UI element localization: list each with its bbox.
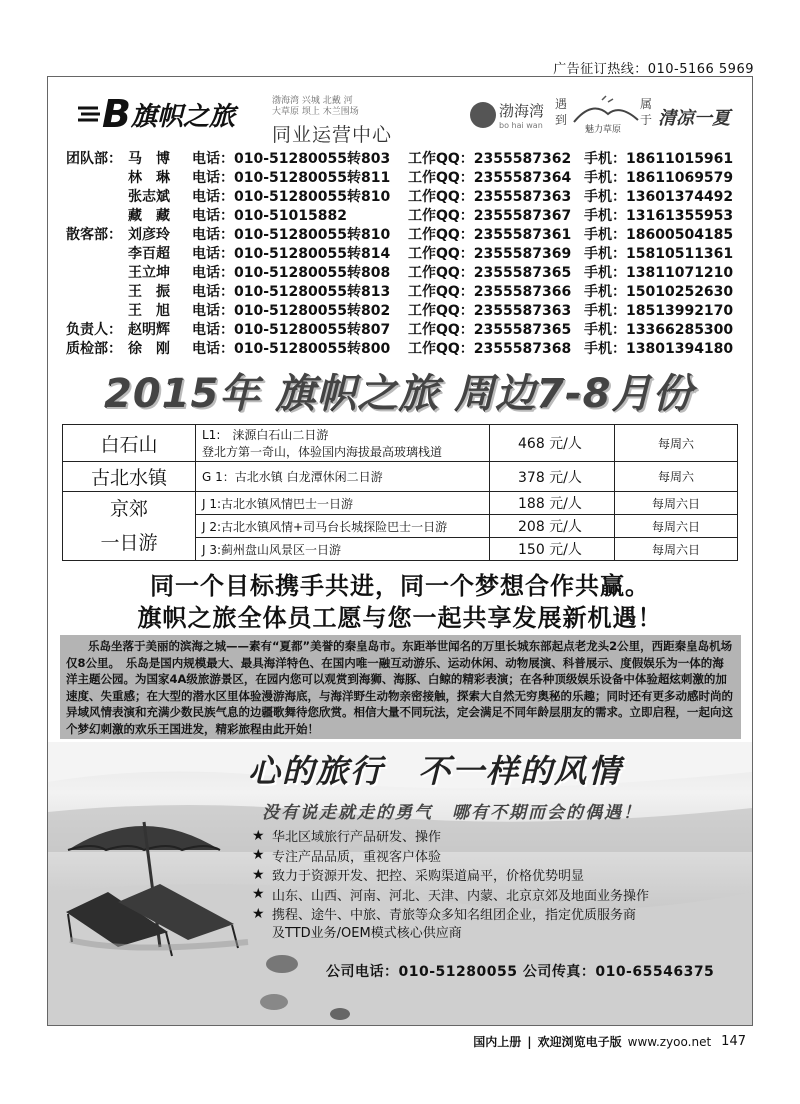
contact-qq: 工作QQ：2355587366	[408, 284, 572, 300]
contact-qq: 工作QQ：2355587364	[408, 170, 572, 186]
route-line: 登北方第一奇山，体验国内海拔最高玻璃栈道	[202, 445, 443, 459]
contact-name: 刘彦玲	[128, 227, 170, 243]
slogan-1: 同一个目标携手共进，同一个梦想合作共赢。	[150, 572, 650, 600]
contact-mobile: 手机：15010252630	[584, 284, 734, 300]
contact-mobile: 手机：13366285300	[584, 322, 734, 338]
region-cell: 白石山	[63, 425, 196, 462]
route-desc: G 1：古北水镇 白龙潭休闲二日游	[196, 462, 490, 492]
company-phones: 公司电话：010-51280055 公司传真：010-65546375	[326, 964, 715, 980]
contact-tel: 电话：010-51280055转807	[192, 322, 391, 338]
contact-qq: 工作QQ：2355587361	[408, 227, 572, 243]
star-icon: ★	[252, 905, 265, 922]
contact-tel: 电话：010-51015882	[192, 208, 347, 224]
tagline: 没有说走就走的勇气 哪有不期而会的偶遇！	[262, 803, 642, 823]
freq-cell: 每周六日	[615, 492, 738, 515]
contact-mobile: 手机：18600504185	[584, 227, 734, 243]
route-desc	[196, 425, 490, 462]
ops-destinations-2: 大草原 坝上 木兰围场	[272, 107, 359, 117]
shuyu-text	[640, 96, 652, 128]
contact-row	[66, 264, 746, 283]
contact-mobile: 手机：13811071210	[584, 265, 734, 281]
contact-row	[66, 207, 746, 226]
contact-row	[66, 302, 746, 321]
contact-name: 马 博	[128, 151, 170, 167]
feature-text: 山东、山西、河南、河北、天津、内蒙、北京京郊及地面业务操作	[272, 888, 650, 904]
bohai-logo	[470, 100, 544, 130]
contact-tel: 电话：010-51280055转802	[192, 303, 391, 319]
contact-name: 张志斌	[128, 189, 170, 205]
slogan-2: 旗帜之旅全体员工愿与您一起共享发展新机遇！	[137, 604, 663, 632]
route-line: L1: 涞源白石山二日游	[202, 428, 329, 442]
contact-tel: 电话：010-51280055转803	[192, 151, 391, 167]
price-cell: 378 元/人	[490, 462, 615, 492]
contact-name: 王 振	[128, 284, 170, 300]
contact-name: 徐 刚	[128, 341, 170, 357]
contact-mobile: 手机：13161355953	[584, 208, 734, 224]
contact-name: 赵明辉	[128, 322, 170, 338]
price-cell: 208 元/人	[490, 515, 615, 538]
contact-mobile: 手机：18611069579	[584, 170, 734, 186]
footer-section: 国内上册	[473, 1035, 522, 1049]
yudao-char-1: 遇	[555, 97, 568, 111]
brand-logo	[78, 92, 235, 136]
price-cell: 150 元/人	[490, 538, 615, 561]
contact-mobile: 手机：15810511361	[584, 246, 734, 262]
ops-destinations-1: 渤海湾 兴城 北戴 河	[272, 96, 353, 106]
contact-qq: 工作QQ：2355587365	[408, 265, 572, 281]
region-line: 一日游	[100, 532, 158, 554]
summer-logo: 清凉一夏	[658, 108, 730, 129]
feature-text: 致力于资源开发、把控、采购渠道扁平，价格优势明显	[272, 869, 585, 885]
brand-name: 旗帜之旅	[130, 101, 235, 132]
list-item	[252, 904, 649, 924]
contact-tel: 电话：010-51280055转814	[192, 246, 391, 262]
list-item	[252, 865, 649, 885]
contact-qq: 工作QQ：2355587367	[408, 208, 572, 224]
page-footer	[473, 1033, 746, 1050]
list-item	[252, 826, 649, 846]
contact-qq: 工作QQ：2355587363	[408, 189, 572, 205]
contact-qq: 工作QQ：2355587363	[408, 303, 572, 319]
region-line: 京郊	[109, 498, 148, 520]
contact-row	[66, 321, 746, 340]
feature-list	[252, 826, 649, 943]
page-title: 2015年 旗帜之旅 周边7-8月份	[104, 371, 694, 417]
yudao-char-2: 到	[555, 113, 568, 127]
freq-cell: 每周六日	[615, 538, 738, 561]
contact-mobile: 手机：13801394180	[584, 341, 734, 357]
star-icon: ★	[252, 827, 265, 844]
meili-text: 魅力草原	[585, 125, 622, 135]
star-icon: ★	[252, 847, 265, 864]
ops-center-title: 同业运营中心	[272, 124, 393, 146]
freq-cell: 每周六	[615, 462, 738, 492]
yudao-text	[555, 96, 567, 128]
freq-cell: 每周六日	[615, 515, 738, 538]
star-icon: ★	[252, 886, 265, 903]
contact-dept: 散客部：	[66, 227, 122, 243]
price-cell: 468 元/人	[490, 425, 615, 462]
route-desc: J 3:蓟州盘山风景区一日游	[196, 538, 490, 561]
contact-tel: 电话：010-51280055转810	[192, 189, 391, 205]
freq-cell: 每周六	[615, 425, 738, 462]
contact-row	[66, 340, 746, 359]
route-table	[62, 424, 738, 561]
contact-tel: 电话：010-51280055转811	[192, 170, 391, 186]
contact-qq: 工作QQ：2355587365	[408, 322, 572, 338]
price-cell: 188 元/人	[490, 492, 615, 515]
contact-row	[66, 188, 746, 207]
contact-row	[66, 169, 746, 188]
contact-row	[66, 283, 746, 302]
contact-row	[66, 150, 746, 169]
contact-tel: 电话：010-51280055转808	[192, 265, 391, 281]
contact-name: 王立坤	[128, 265, 170, 281]
list-item	[252, 846, 649, 866]
contact-mobile: 手机：13601374492	[584, 189, 734, 205]
feature-text: 专注产品品质，重视客户体验	[272, 849, 442, 865]
list-item	[252, 885, 649, 905]
feature-text: 携程、途牛、中旅、青旅等众多知名组团企业，指定优质服务商	[272, 908, 637, 924]
contact-qq: 工作QQ：2355587369	[408, 246, 572, 262]
feature-continuation: 及TTD业务/OEM模式核心供应商	[272, 925, 462, 941]
shuyu-char-2: 于	[640, 113, 653, 127]
contact-tel: 电话：010-51280055转810	[192, 227, 391, 243]
contact-row	[66, 226, 746, 245]
bohai-cn: 渤海湾	[499, 102, 545, 120]
route-desc: J 1:古北水镇风情巴士一日游	[196, 492, 490, 515]
footer-url[interactable]: www.zyoo.net	[627, 1034, 712, 1049]
contact-mobile: 手机：18611015961	[584, 151, 734, 167]
contact-name: 李百超	[128, 246, 170, 262]
brand-letter: B	[102, 92, 129, 136]
contact-tel: 电话：010-51280055转800	[192, 341, 391, 357]
route-desc: J 2:古北水镇风情+司马台长城探险巴士一日游	[196, 515, 490, 538]
ad-hotline: 广告征订热线：010-5166 5969	[553, 62, 754, 77]
feature-text: 华北区域旅行产品研发、操作	[272, 830, 442, 846]
contact-qq: 工作QQ：2355587368	[408, 341, 572, 357]
table-row	[63, 462, 738, 492]
footer-separator: |	[527, 1034, 532, 1049]
contact-mobile: 手机：18513992170	[584, 303, 734, 319]
contact-qq: 工作QQ：2355587362	[408, 151, 572, 167]
contact-dept: 负责人：	[66, 322, 122, 338]
section-heading: 心的旅行 不一样的风情	[248, 752, 623, 790]
shuyu-char-1: 属	[640, 97, 653, 111]
ops-center	[272, 96, 422, 147]
intro-paragraph: 乐岛坐落于美丽的滨海之城——素有“夏都”美誉的秦皇岛市。东距举世闻名的万里长城东部起点老龙头2公里，西距秦皇岛机场仅8公里。 乐岛是国内规模最大、最具海洋特色、在国内唯一融互动游乐、运动休闲、动物展演、科普展示、度假娱乐为一体的海洋主题公园。为国家4A级旅游景区，在园内您可以观赏到海狮、海豚、白鲸的精彩表演；在各种顶级娱乐设备中体验超炫刺激的加速度、失重感；在大型的潜水区里体验漫游海底，与海洋野生动物亲密接触，探索大自然无穷奥秘的乐趣；同时还有更多动感时尚的异域风情表演和充满少数民族气息的边疆歌舞待您欣赏。相信大量不同玩法，定会满足不同年龄层朋友的需求。立即启程，一起向这个梦幻刺激的欢乐王国进发，精彩旅程由此开始！	[60, 635, 741, 739]
star-icon: ★	[252, 866, 265, 883]
footer-welcome: 欢迎浏览电子版	[537, 1035, 622, 1049]
bohai-en: bo hai wan	[499, 121, 543, 130]
table-row	[63, 492, 738, 515]
region-cell	[63, 492, 196, 561]
contact-name: 藏 藏	[128, 208, 170, 224]
contact-list	[66, 150, 746, 359]
contact-name: 林 琳	[128, 170, 170, 186]
table-row	[63, 425, 738, 462]
page-number: 147	[721, 1034, 746, 1049]
contact-dept: 质检部：	[66, 341, 122, 357]
contact-name: 王 旭	[128, 303, 170, 319]
bohai-circle-icon	[470, 102, 496, 128]
speed-streak-icon	[78, 103, 100, 125]
contact-dept: 团队部：	[66, 151, 122, 167]
region-cell: 古北水镇	[63, 462, 196, 492]
contact-tel: 电话：010-51280055转813	[192, 284, 391, 300]
contact-row	[66, 245, 746, 264]
